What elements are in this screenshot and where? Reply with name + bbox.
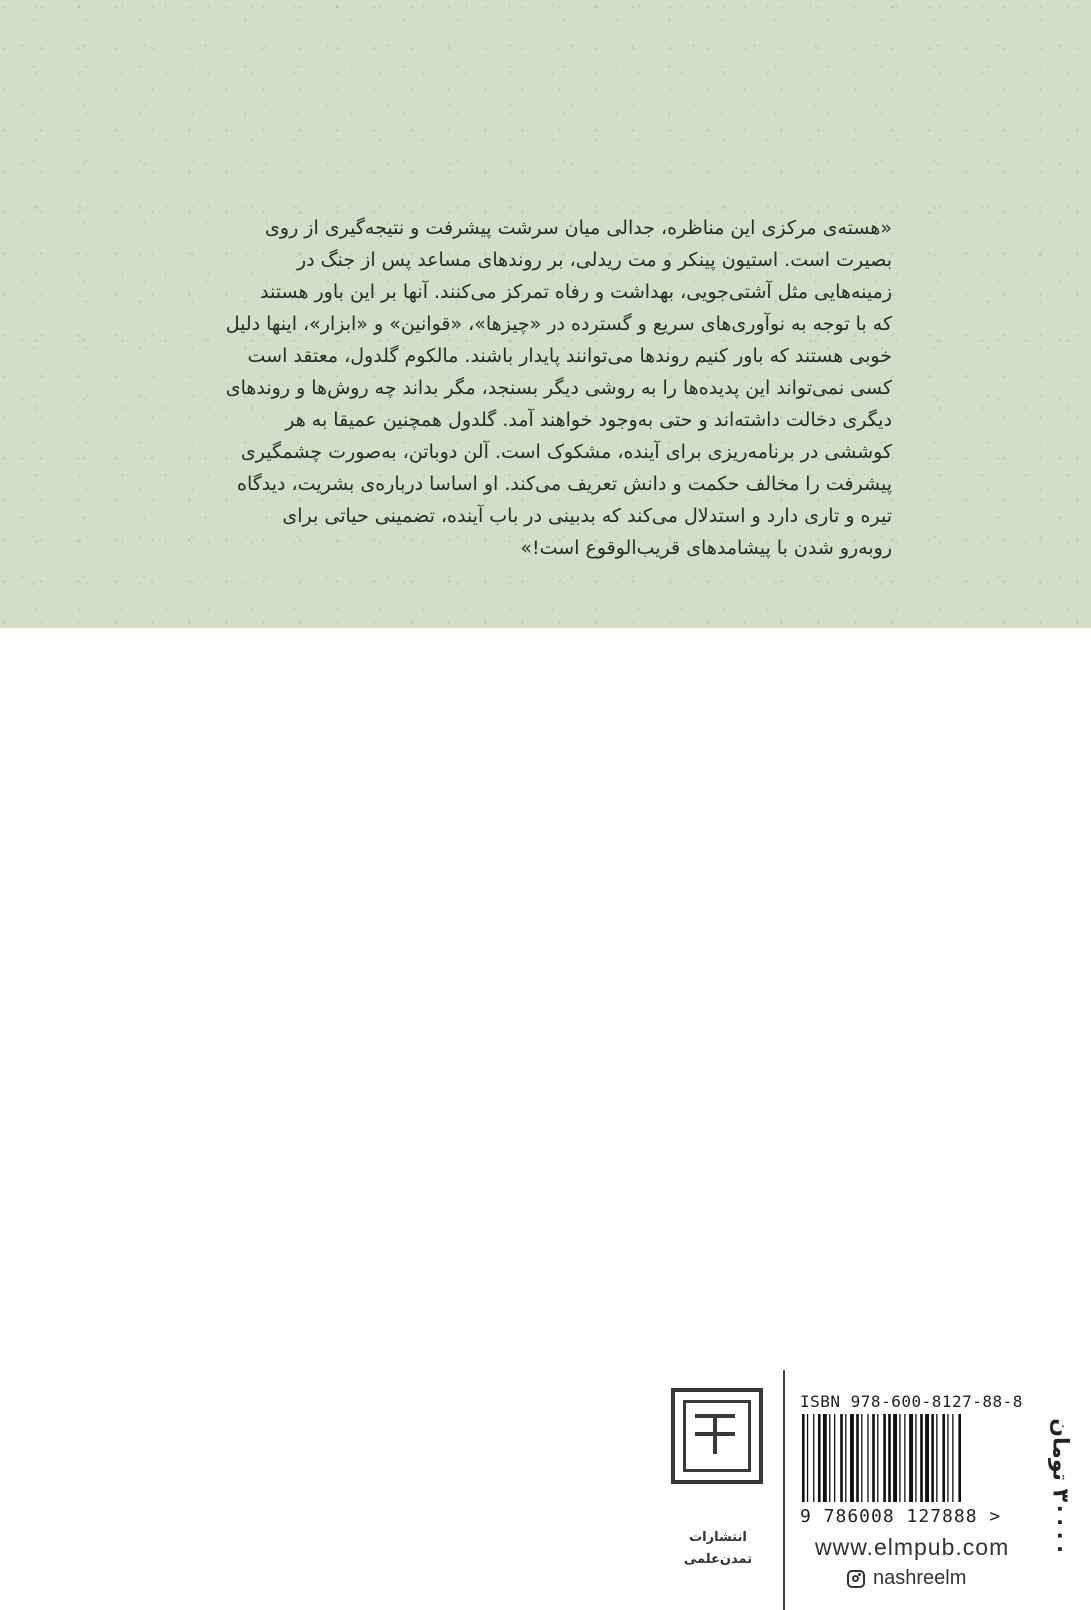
publisher-name-line2: تمدن‌علمی [683, 1552, 753, 1567]
price-text: ۳۰۰۰۰ تومان [1047, 1418, 1073, 1556]
blurb-line: تیره و تاری دارد و استدلال می‌کند که بدبینی در باب آینده، تضمینی حیاتی برای [282, 505, 892, 527]
back-cover-blurb [192, 212, 892, 564]
website-url[interactable]: www.elmpub.com [815, 1534, 1010, 1560]
vertical-divider [783, 1370, 785, 1610]
blurb-line: کوششی در برنامه‌ریزی برای آینده، مشکوک است. آلن دوباتن، به‌صورت چشمگیری [240, 441, 892, 463]
instagram-handle: nashreelm [873, 1567, 967, 1589]
isbn-label: ISBN 978-600-8127-88-8 [800, 1392, 1023, 1411]
blurb-line: روبه‌رو شدن با پیشامدهای قریب‌الوقوع است!» [520, 537, 892, 559]
instagram-icon [847, 1570, 865, 1588]
blurb-line: دیگری دخالت داشته‌اند و حتی به‌وجود خواهند آمد. گلدول همچنین عمیقا به هر [285, 409, 892, 431]
blurb-line: خوبی هستند که باور کنیم روندها می‌توانند پایدار باشند. مالکوم گلدول، معتقد است [247, 345, 892, 367]
blurb-line: «هسته‌ی مرکزی این مناظره، جدالی میان سرشت پیشرفت و نتیجه‌گیری از روی [265, 217, 892, 239]
instagram-row[interactable] [847, 1567, 966, 1590]
blurb-line: زمینه‌هایی مثل آشتی‌جویی، بهداشت و رفاه تمرکز می‌کنند. آنها بر این باور هستند [260, 281, 892, 303]
blurb-line: کسی نمی‌تواند این پدیده‌ها را به روشی دیگر بسنجد، مگر بداند چه روش‌ها و روندهای [225, 377, 892, 399]
barcode [800, 1414, 1022, 1502]
publisher-logo [663, 1380, 773, 1595]
barcode-digits: 9 786008 127888 > [800, 1506, 1002, 1527]
publisher-name-line1: انتشارات [689, 1530, 747, 1545]
price-label [1040, 1382, 1080, 1592]
blurb-line: پیشرفت را مخالف حکمت و دانش تعریف می‌کند. او اساسا درباره‌ی بشریت، دیدگاه [237, 473, 892, 495]
publisher-logo-mark [671, 1388, 763, 1484]
blurb-line: که با توجه به نوآوری‌های سریع و گسترده در «چیزها»، «قوانین» و «ابزار»، اینها دلیل [225, 313, 892, 335]
blurb-line: بصیرت است. استیون پینکر و مت ریدلی، بر روندهای مساعد پس از جنگ در [296, 249, 892, 271]
